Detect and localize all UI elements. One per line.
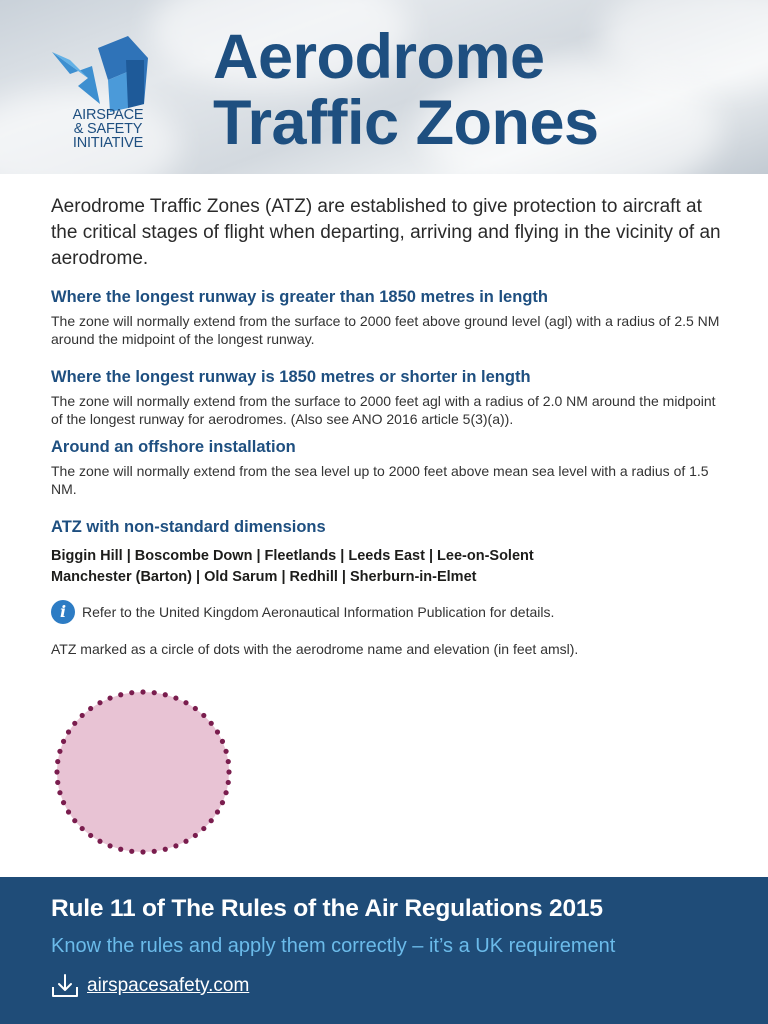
atz-dot [97, 700, 102, 705]
section-body: The zone will normally extend from the sea level up to 2000 feet above mean sea level with a radius of 1.5 NM. [51, 463, 709, 497]
atz-dot [220, 739, 225, 744]
atz-dot [88, 833, 93, 838]
atz-dot [152, 849, 157, 854]
atz-dot [183, 839, 188, 844]
section-short-runway [51, 366, 721, 428]
atz-note: ATZ marked as a circle of dots with the aerodrome name and elevation (in feet amsl). [51, 641, 579, 657]
section-body: The zone will normally extend from the surface to 2000 feet agl with a radius of 2.0 NM around the midpoint of the longest runway for aerodromes. (Also see ANO 2016 article 5(3)(a)). [51, 393, 716, 427]
atz-dot [80, 713, 85, 718]
atz-dot [173, 695, 178, 700]
atz-dot [209, 721, 214, 726]
atz-dot [57, 790, 62, 795]
page-title [213, 24, 599, 156]
atz-dot [183, 700, 188, 705]
section-body: The zone will normally extend from the surface to 2000 feet above ground level (agl) with a radius of 2.5 NM around the midpoint of the longest runway. [51, 313, 720, 347]
atz-dot [107, 843, 112, 848]
section-title: Where the longest runway is 1850 metres or shorter in length [51, 368, 531, 386]
atz-dot [173, 843, 178, 848]
atz-dot [152, 690, 157, 695]
atz-dot [163, 847, 168, 852]
atz-dot [209, 818, 214, 823]
atz-dot [72, 818, 77, 823]
atz-dot [61, 800, 66, 805]
header-banner [0, 0, 768, 174]
footer-banner [0, 877, 768, 1024]
atz-dot [55, 780, 60, 785]
footer-link-row[interactable] [51, 973, 249, 999]
atz-dot [66, 809, 71, 814]
section-offshore [51, 436, 721, 498]
atz-dot [107, 695, 112, 700]
atz-dot [55, 759, 60, 764]
logo-line: & SAFETY [73, 121, 143, 137]
atz-dot [220, 800, 225, 805]
atz-dot [57, 749, 62, 754]
atz-dot [226, 780, 231, 785]
info-note [51, 600, 721, 624]
nonstandard-title: ATZ with non-standard dimensions [51, 518, 326, 536]
info-icon: i [51, 600, 75, 624]
page-title-line: Traffic Zones [213, 88, 599, 158]
logo-line: INITIATIVE [72, 135, 144, 151]
atz-dot [193, 706, 198, 711]
atz-dot [223, 790, 228, 795]
atz-dot [226, 769, 231, 774]
atz-dot [201, 713, 206, 718]
atz-dot [129, 849, 134, 854]
atz-dot [54, 769, 59, 774]
atz-dot [118, 847, 123, 852]
atz-dot [215, 809, 220, 814]
atz-dot [118, 692, 123, 697]
atz-dot [163, 692, 168, 697]
atz-dot [97, 839, 102, 844]
info-text: Refer to the United Kingdom Aeronautical Information Publication for details. [82, 604, 555, 620]
footer-title: Rule 11 of The Rules of the Air Regulations 2015 [51, 895, 603, 922]
atz-dot [140, 689, 145, 694]
main-content [51, 194, 721, 657]
atz-dot [72, 721, 77, 726]
atz-dot [193, 833, 198, 838]
atz-dot [201, 826, 206, 831]
section-long-runway [51, 286, 721, 348]
atz-dot [66, 729, 71, 734]
list-item: Manchester (Barton) | Old Sarum | Redhill | Sherburn-in-Elmet [51, 569, 477, 585]
page-title-line: Aerodrome [213, 22, 545, 92]
atz-dot [129, 690, 134, 695]
footer-subtitle: Know the rules and apply them correctly – it’s a UK requirement [51, 935, 616, 957]
section-title: Around an offshore installation [51, 438, 296, 456]
atz-dot [223, 749, 228, 754]
atz-dot [61, 739, 66, 744]
intro-paragraph: Aerodrome Traffic Zones (ATZ) are established to give protection to aircraft at the critical stages of flight when departing, arriving and flying in the vicinity of an aerodrome. [51, 196, 721, 269]
atz-dot [140, 849, 145, 854]
atz-dot [80, 826, 85, 831]
download-icon[interactable] [51, 973, 79, 999]
website-link[interactable]: airspacesafety.com [87, 975, 250, 996]
atz-dot [215, 729, 220, 734]
atz-dot [226, 759, 231, 764]
logo-line: AIRSPACE [72, 107, 144, 123]
atz-dot [88, 706, 93, 711]
logo-wordmark [58, 108, 158, 150]
list-item: Biggin Hill | Boscombe Down | Fleetlands | Leeds East | Lee-on-Solent [51, 548, 534, 564]
nonstandard-aerodrome-list [51, 546, 721, 588]
section-title: Where the longest runway is greater than 1850 metres in length [51, 288, 548, 306]
atz-dotted-circle-symbol [50, 686, 236, 858]
